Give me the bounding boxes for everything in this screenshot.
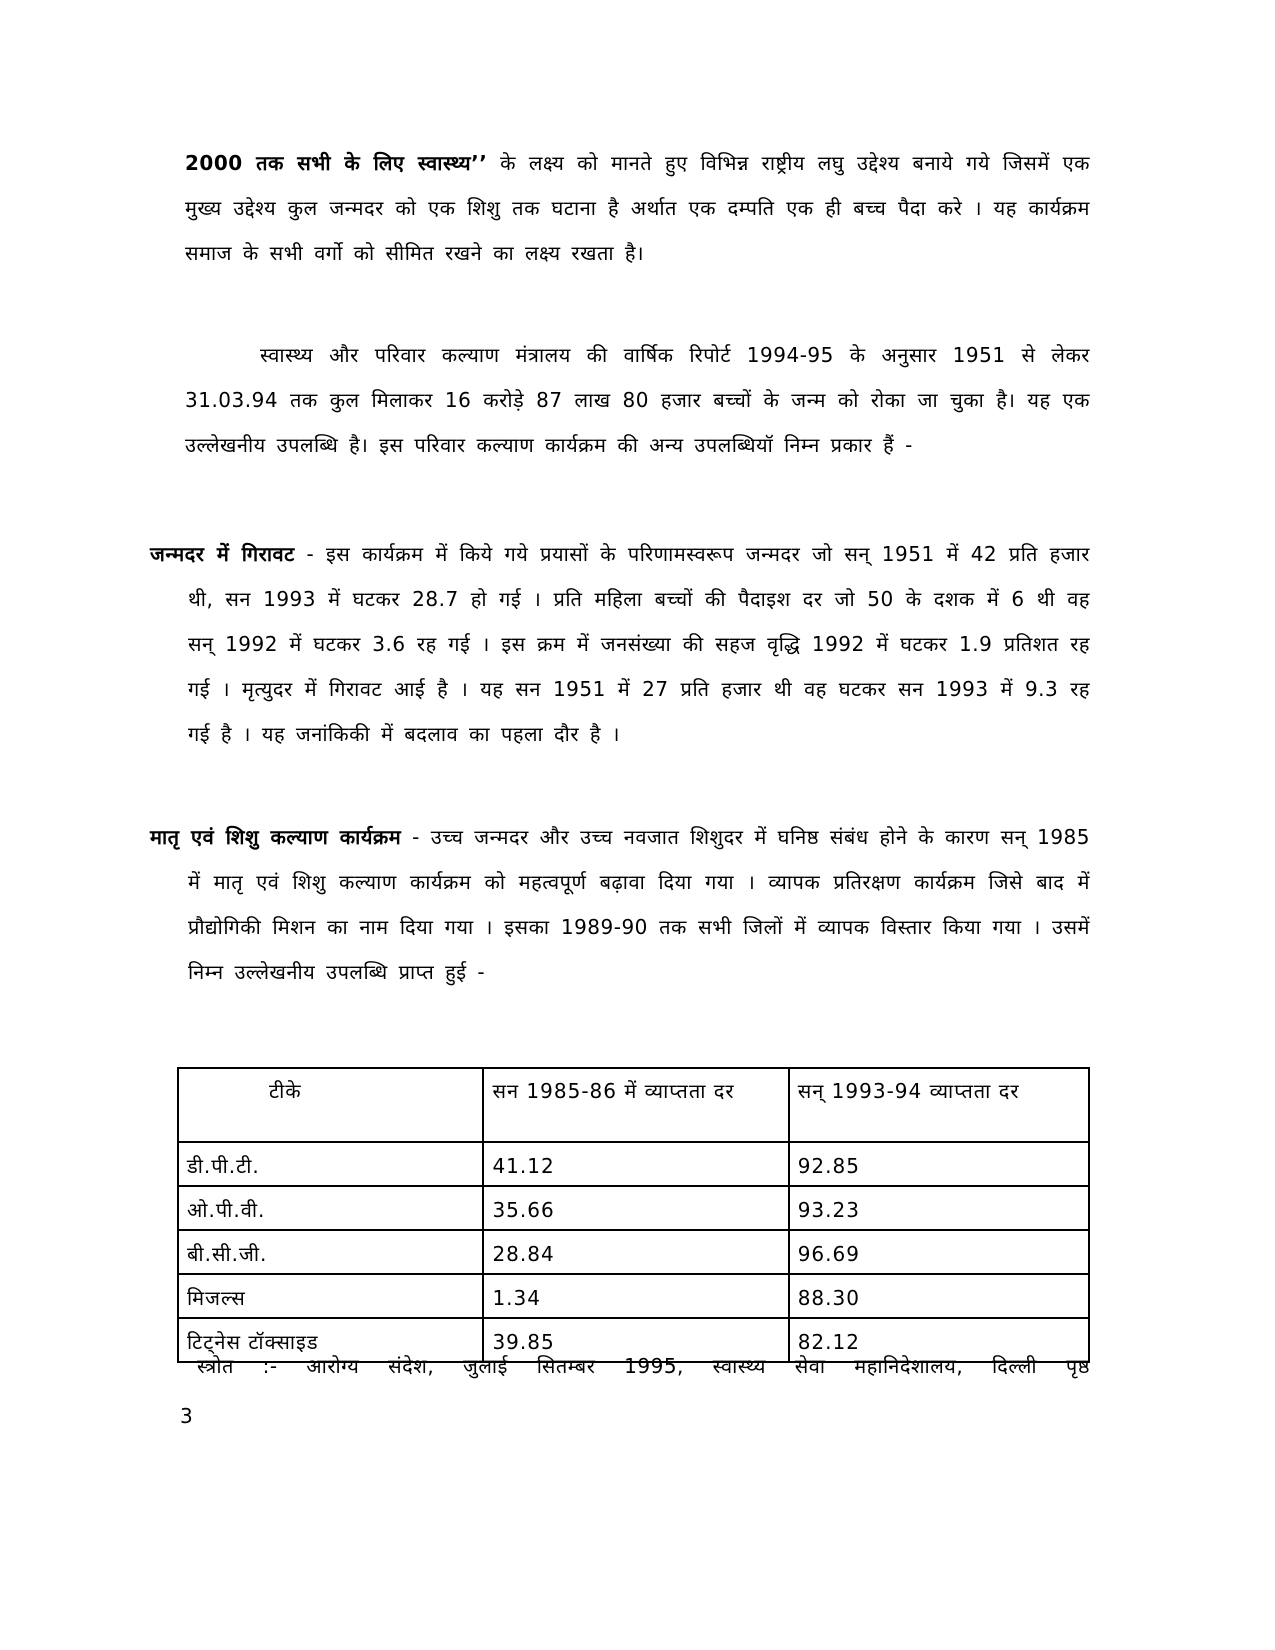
coverage-1993: 82.12: [789, 1318, 1089, 1362]
intro-paragraph: [185, 141, 1090, 276]
vaccine-name: टिट्नेस टॉक्साइड: [178, 1318, 483, 1362]
table-row: [178, 1142, 1089, 1186]
coverage-1993: 88.30: [789, 1274, 1089, 1318]
header-vaccine: टीके: [178, 1068, 483, 1142]
birthrate-paragraph: [150, 532, 1090, 757]
table-row: [178, 1230, 1089, 1274]
vaccine-name: ओ.पी.वी.: [178, 1186, 483, 1230]
coverage-1985: 35.66: [483, 1186, 788, 1230]
birthrate-text: - इस कार्यक्रम में किये गये प्रयासों के परिणामस्वरूप जन्मदर जो सन् 1951 में 42 प्रति हजार थी, सन 1993 में घटकर 28.7 हो गई । प्रति महिला बच्चों की पैदाइश दर जो 50 के दशक में 6 थी वह सन् 1992 में घटकर 3.6 रह गई । इस क्रम में जनसंख्या की सहज वृद्धि 1992 में घटकर 1.9 प्रतिशत रह गई । मृत्युदर में गिरावट आई है । यह सन 1951 में 27 प्रति हजार थी वह घटकर सन 1993 में 9.3 रह गई है । यह जनांकिकी में बदलाव का पहला दौर है ।: [188, 542, 1090, 746]
report-paragraph: स्वास्थ्य और परिवार कल्याण मंत्रालय की वार्षिक रिपोर्ट 1994-95 के अनुसार 1951 से लेकर 31.03.94 तक कुल मिलाकर 16 करोड़े 87 लाख 80 हजार बच्चों के जन्म को रोका जा चुका है। यह एक उल्लेखनीय उपलब्धि है। इस परिवार कल्याण कार्यक्रम की अन्य उपलब्धियॉ निम्न प्रकार हैं -: [185, 343, 1090, 457]
coverage-1993: 96.69: [789, 1230, 1089, 1274]
intro-text: के लक्ष्य को मानते हुए विभिन्न राष्ट्रीय लघु उद्देश्य बनाये गये जिसमें एक मुख्य उद्देश्य कुल जन्मदर को एक शिशु तक घटाना है अर्थात एक दम्पति एक ही बच्च पैदा करे । यह कार्यक्रम समाज के सभी वर्गो को सीमित रखने का लक्ष्य रखता है।: [185, 151, 1091, 265]
vaccine-name: डी.पी.टी.: [178, 1142, 483, 1186]
page-number: 3: [180, 1404, 194, 1428]
source-citation: स्त्रोत :- आरोग्य संदेश, जुलाई सितम्बर 1995, स्वास्थ्य सेवा महानिदेशालय, दिल्ली पृष्ठ: [197, 1354, 1090, 1378]
header-coverage-1993: सन् 1993-94 व्याप्तता दर: [789, 1068, 1089, 1142]
header-coverage-1985: सन 1985-86 में व्याप्तता दर: [483, 1068, 788, 1142]
coverage-1985: 1.34: [483, 1274, 788, 1318]
coverage-1985: 39.85: [483, 1318, 788, 1362]
table-row: [178, 1274, 1089, 1318]
maternal-child-text: - उच्च जन्मदर और उच्च नवजात शिशुदर में घनिष्ठ संबंध होने के कारण सन् 1985 में मातृ एवं शिशु कल्याण कार्यक्रम को महत्वपूर्ण बढ़ावा दिया गया । व्यापक प्रतिरक्षण कार्यक्रम जिसे बाद में प्रौद्योगिकी मिशन का नाम दिया गया । इसका 1989-90 तक सभी जिलों में व्यापक विस्तार किया गया । उसमें निम्न उल्लेखनीय उपलब्धि प्राप्त हुई -: [188, 825, 1091, 984]
intro-bold-phrase: 2000 तक सभी के लिए स्वास्थ्य’’: [185, 151, 488, 175]
maternal-child-paragraph: [150, 815, 1090, 995]
birthrate-heading: जन्मदर में गिरावट: [150, 542, 295, 566]
coverage-1985: 28.84: [483, 1230, 788, 1274]
coverage-1993: 92.85: [789, 1142, 1089, 1186]
maternal-child-heading: मातृ एवं शिशु कल्याण कार्यक्रम: [150, 825, 402, 849]
coverage-1993: 93.23: [789, 1186, 1089, 1230]
table-row: [178, 1186, 1089, 1230]
vaccine-name: बी.सी.जी.: [178, 1230, 483, 1274]
vaccine-name: मिजल्स: [178, 1274, 483, 1318]
vaccination-table: [177, 1067, 1090, 1363]
coverage-1985: 41.12: [483, 1142, 788, 1186]
table-header-row: [178, 1068, 1089, 1142]
